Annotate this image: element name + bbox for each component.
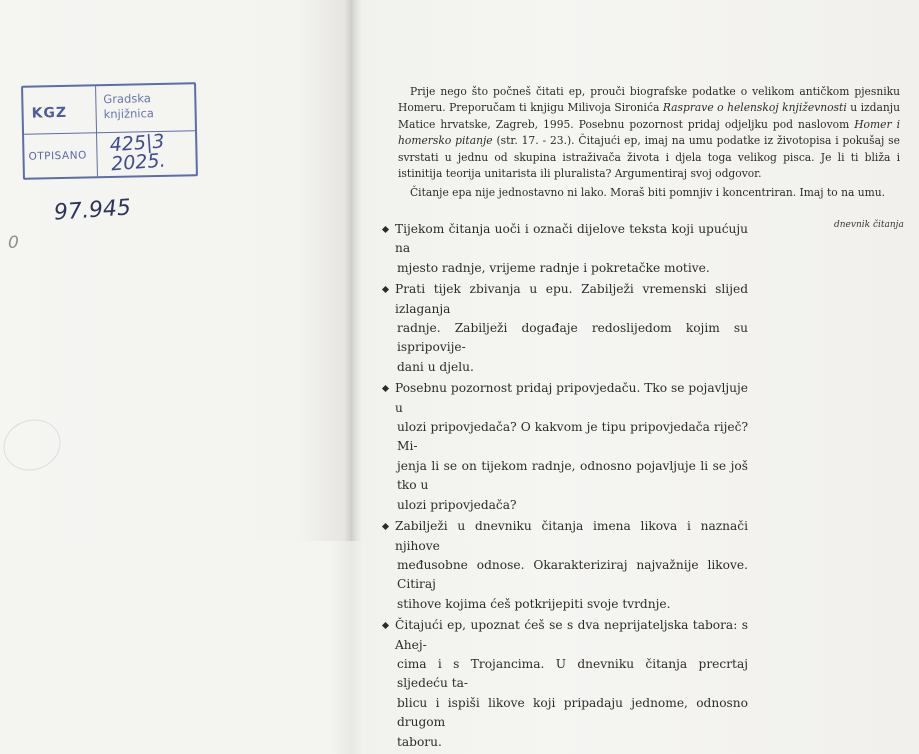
faint-stamp-mark (0, 412, 68, 479)
bullet-icon (382, 226, 389, 233)
side-note: dnevnik čitanja (834, 220, 904, 230)
intro-text (398, 84, 900, 202)
library-stamp (21, 82, 198, 180)
task-line: Zabilježi u dnevniku čitanja imena likova i naznači njihove (395, 519, 748, 553)
book-title: Rasprave o helenskoj književnosti (662, 101, 847, 115)
task-item (383, 220, 748, 278)
task-line: ulozi pripovjedača? O kakvom je tipu pripovjedača riječ? Mi- (397, 420, 748, 454)
book-gutter (344, 0, 362, 541)
task-line: jenja li se on tijekom radnje, odnosno pojavljuje li se još tko u (397, 458, 748, 493)
bullet-icon (382, 523, 389, 530)
left-page (0, 0, 352, 541)
stamp-kgz: KGZ (31, 104, 68, 122)
task-line: radnje. Zabilježi događaje redoslijedom kojim su ispripovije- (397, 321, 748, 355)
section-title: Homer i homersko pitanje (398, 117, 900, 148)
task-line: Tijekom čitanja uoči i označi dijelove teksta koji upućuju na (395, 222, 748, 256)
task-line: Prati tijek zbivanja u epu. Zabilježi vremenski slijed izlaganja (395, 282, 748, 316)
task-line: cima i s Trojancima. U dnevniku čitanja precrtaj sljedeću ta- (397, 656, 748, 691)
task-line: Posebnu pozornost pridaj pripovjedaču. Tko se pojavljuje u (395, 381, 748, 415)
task-line: blicu i ispiši likove koji pripadaju jednome, odnosno drugom (397, 695, 748, 730)
bullet-icon (382, 286, 389, 293)
stamp-library-line1: Gradska (103, 91, 151, 107)
stamp-otpisano: OTPISANO (28, 149, 87, 163)
inventory-number: 97.945 (53, 195, 132, 226)
task-list (383, 220, 748, 754)
intro-paragraph-1 (398, 84, 900, 182)
intro-paragraph-2: Čitanje epa nije jednostavno ni lako. Moraš biti pomnjiv i koncentriran. Imaj to na umu. (410, 186, 886, 200)
task-line: Čitajući ep, upoznat ćeš se s dva neprijateljska tabora: s Ahej- (395, 618, 748, 652)
task-item (383, 280, 748, 377)
task-line: stihove kojima ćeš potkrijepiti svoje tvrdnje. (397, 596, 671, 611)
stamp-handwritten-line2: 2025. (110, 149, 167, 176)
stamp-library-line2: knjižnica (103, 106, 155, 122)
task-line: dani u djelu. (397, 359, 474, 374)
task-line: mjesto radnje, vrijeme radnje i pokretačke motive. (397, 260, 710, 275)
intro-p1-part1: Prije nego što počneš čitati ep, prouči biografske podatke o velikom antičkom pjesniku Homeru. Preporučam ti knjigu Milivoja Sironića (398, 85, 900, 115)
pencil-mark: 0 (8, 233, 19, 253)
intro-p1-part3: (str. 17. - 23.). Čitajući ep, imaj na umu podatke iz životopisa i pokušaj se svrstati u jednu od skupina istraživača života i djela toga velikog pisca. Je li ti bliža i istinitija teorija unitarista ili pluralista? Argumentiraj svoj odgovor. (398, 134, 900, 181)
stamp-handwritten-line1: 425|3 (109, 130, 166, 157)
task-item (383, 616, 748, 752)
bullet-icon (382, 622, 389, 629)
stamp-library-name (103, 91, 154, 122)
task-line: taboru. (397, 734, 442, 749)
task-line: ulozi pripovjedača? (397, 497, 517, 512)
bullet-icon (382, 385, 389, 392)
stamp-handwritten (109, 132, 166, 174)
task-line: međusobne odnose. Okarakteriziraj najvažnije likove. Citiraj (397, 557, 748, 592)
task-item (383, 379, 748, 515)
intro-p1-part2: u izdanju Matice hrvatske, Zagreb, 1995. Posebnu pozornost pridaj odjeljku pod naslovom (398, 101, 900, 131)
task-item (383, 517, 748, 614)
